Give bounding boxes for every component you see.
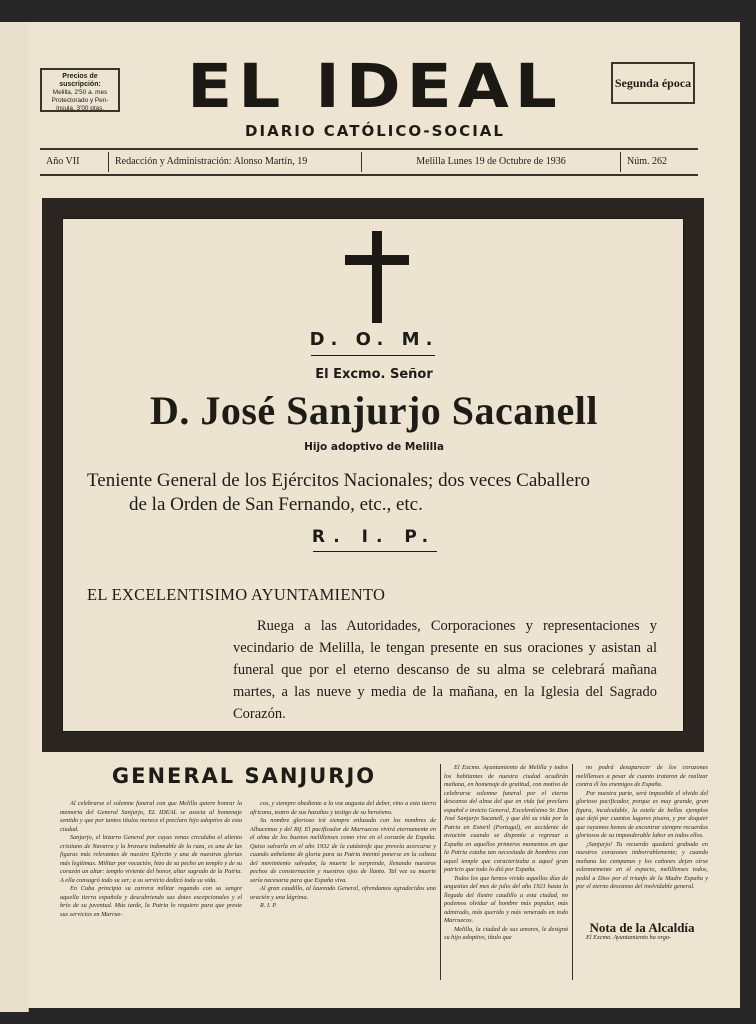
paragraph: Sanjurjo, el bizarro General por cuyas venas circulaba el aliento cristiano de Navarra y la bravura indomable de la raza, es una de las figuras más relevantes de nuestro Ejército y una de nuestras glorias más legítimas. Militar por vocación, hizo de su pecho un templo y de su corazón un altar: templo viviente del honor, altar sagrado de la Patria. A ella consagró todo su ser; a su servicio dedicó toda su vida. xyxy=(60,834,242,884)
rank-line-1: Teniente General de los Ejércitos Nacionales; dos veces Caballero xyxy=(87,470,591,491)
paragraph: Melilla, la ciudad de sus amores, le designó su hijo adoptivo, título que xyxy=(444,925,568,941)
issue-date: Melilla Lunes 19 de Octubre de 1936 xyxy=(362,152,621,172)
ayuntamiento-heading: EL EXCELENTISIMO AYUNTAMIENTO xyxy=(87,585,386,604)
article-title: GENERAL SANJURJO xyxy=(111,764,377,788)
nota-alcaldia-heading: Nota de la Alcaldía xyxy=(589,920,695,935)
nota-alcaldia-text: El Excmo. Ayuntamiento ha orga- xyxy=(586,934,672,941)
info-bar xyxy=(40,148,698,176)
subscription-line: Melilla, 2'50 a. mes xyxy=(52,89,108,96)
masthead-title: EL IDEAL xyxy=(187,51,563,122)
paragraph: R. I. P. xyxy=(260,902,277,909)
article-column-4 xyxy=(576,764,708,892)
column-rule xyxy=(440,764,441,980)
paragraph: Todos los que hemos vivido aquellos días de angustias del mes de julio del año 1921 hasta la llegada del ilustre caudillo a esta ciudad, no podemos olvidar al hombre más popular, más admirado, más querido y más venerado en todo Marruecos. xyxy=(444,874,568,924)
deceased-name: D. José Sanjurjo Sacanell xyxy=(149,388,599,433)
paragraph: Su nombre glorioso irá siempre enlazado con los nombres de Alhucemas y del Rif. El pacificador de Marruecos vivirá eternamente en el alma de los buenos melillenses como vive en el corazón de España. Quiso salvarla en el año 1932 de la catástrofe que preveía acercarse y cuando anhelante de gloria para su Patria intentó ponerse en la cabeza del movimiento salvador, la muerte le sorprende, llenando nuestros pechos de consternación y nuestros ojos de llanto. Tal vez su muerte sería necesaria para que España viva. xyxy=(250,817,436,884)
newspaper-page xyxy=(28,22,740,1008)
masthead-subtitle: DIARIO CATÓLICO-SOCIAL xyxy=(245,122,505,140)
subscription-line: ínsula, 3'00 ptas. xyxy=(55,105,105,112)
divider xyxy=(313,551,437,552)
paragraph: En Cuba principia su carrera militar regando con su sangre aquella tierra española y descubriendo sus dotes excepcionales y el brío de su juventud. Más tarde, la Patria lo requiere para que preste sus servicios en Marrue- xyxy=(60,885,242,918)
hijo-adoptivo: Hijo adoptivo de Melilla xyxy=(304,441,444,453)
paragraph: cos, y siempre obediente a la voz augusta del deber, vino a esta tierra africana, teatro de sus hazañas y testigo de su heroísmo. xyxy=(250,800,436,816)
article-column-3 xyxy=(444,764,568,943)
subscription-title: Precios de suscripción: xyxy=(59,73,101,88)
paragraph: ¡Sanjurjo! Tu recuerdo quedará grabado en nuestros corazones imborrablemente; y cuando mañana las campanas y los cañones dejen oírse solemnemente en el espacio, melillenses todos, pedid a Dios por el triunfo de la Madre España y por el eterno descanso del inolvidable general. xyxy=(576,840,708,890)
article-column-1 xyxy=(60,800,242,919)
dom-heading: D. O. M. xyxy=(309,329,439,350)
obituary-notice xyxy=(62,218,684,732)
paragraph: Al gran caudillo, al laureado General, ofrendamos agradecidos una oración y una lágrima. xyxy=(250,885,436,901)
funeral-request-text: Ruega a las Autoridades, Corporaciones y representaciones y vecindario de Melilla, le tengan presente en sus oraciones y asistan al funeral que por el eterno descanso de su alma se celebrará mañana martes, a las nueve y media de la mañana, en la Iglesia del Sagrado Corazón. xyxy=(233,618,657,722)
paragraph: Al celebrarse el solemne funeral con que Melilla quiere honrar la memoria del General Sanjurjo, EL IDEAL se asocia al homenaje sentido y que por tantos títulos merece el preclaro hijo adoptivo de esta ciudad. xyxy=(60,800,242,833)
subscription-box xyxy=(40,68,120,112)
divider xyxy=(311,355,435,356)
article-column-2 xyxy=(250,800,436,911)
paragraph: Por nuestra parte, será imposible el olvido del glorioso pacificador, porque es muy grande, gran figura, incalculable, la estela de bellas ejemplos que dejó por cuantos lugares pisara, y por doquier que vayamos hemos de encontrar siempre recuerdos gloriosos de su imponderable labor en todos ellos. xyxy=(576,789,708,839)
excmo-label: El Excmo. Señor xyxy=(315,367,433,382)
year: Año VII xyxy=(40,152,109,172)
rank-text xyxy=(87,469,667,517)
subscription-line: Protectorado y Pen- xyxy=(51,97,109,104)
obituary-frame xyxy=(42,198,704,752)
rank-line-2: de la Orden de San Fernando, etc., etc. xyxy=(129,494,423,515)
paragraph: El Excmo. Ayuntamiento de Melilla y todos los habitantes de nuestra ciudad acudirán mañana, en homenaje de gratitud, con motivo de celebrarse solemne funeral por el eterno descanso del alma del que en vida fué preclaro español e invicto General, Excelentísimo Sr. Don José Sanjurjo Sacanell, y que dió su vida por la Patria en Estoril (Portugal), en accidente de aviación cuando se disponía a regresar a España en aquellos primeros momentos en que la Patria estaba tan necesitada de hombres con aquel temple que caracterizaba a aquel gran patricio que todo lo dió por España. xyxy=(444,764,568,873)
epoca-box: Segunda época xyxy=(611,62,695,104)
redaccion-address: Redacción y Administración: Alonso Martín, 19 xyxy=(109,152,362,172)
rip-heading: R. I. P. xyxy=(311,527,437,547)
paragraph: no podrá desaparecer de los corazones melillenses a pesar de cuanto trataron de realizar contra él los enemigos de España. xyxy=(576,764,708,788)
column-rule xyxy=(572,764,573,980)
issue-number: Núm. 262 xyxy=(627,156,667,167)
adjacent-page-edge xyxy=(0,22,29,1012)
